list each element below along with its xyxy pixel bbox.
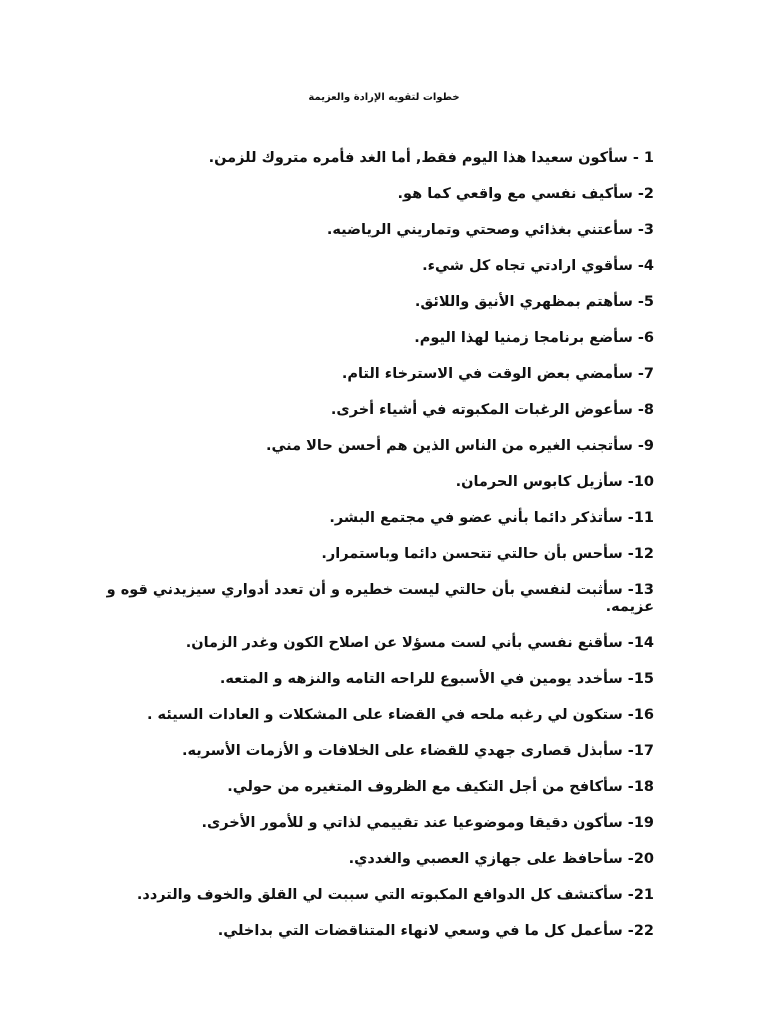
list-item: 15- سأخدد يومين في الأسبوع للراحه التامه والنزهه و المتعه. — [219, 671, 654, 687]
document-title: خطوات لتقويه الإرادة والعزيمة — [308, 92, 460, 103]
list-item: 13- سأثبت لنفسي بأن حالتي ليست خطيره و أن تعدد أدواري سيزيدني قوه و عزيمه. — [106, 582, 654, 615]
list-item: 1 - سأكون سعيدا هذا اليوم فقط, أما الغد فأمره متروك للزمن. — [208, 150, 654, 166]
list-item: 18- سأكافح من أجل التكيف مع الظروف المتغيره من حولي. — [227, 779, 654, 795]
list-item: 11- سأتذكر دائما بأني عضو في مجتمع البشر. — [329, 510, 654, 526]
list-item: 2- سأكيف نفسي مع واقعي كما هو. — [397, 186, 654, 202]
list-item: 10- سأزيل كابوس الحرمان. — [455, 474, 654, 490]
list-item: 17- سأبذل قصارى جهدي للقضاء على الخلافات و الأزمات الأسريه. — [181, 743, 654, 759]
list-item: 16- ستكون لي رغبه ملحه في القضاء على المشكلات و العادات السيئه . — [147, 707, 654, 723]
list-item: 14- سأقنع نفسي بأني لست مسؤلا عن اصلاح الكون وغدر الزمان. — [185, 635, 654, 651]
list-item: 12- سأحس بأن حالتي تتحسن دائما وباستمرار. — [321, 546, 654, 562]
list-item: 22- سأعمل كل ما في وسعي لانهاء المتناقضات التي بداخلي. — [217, 923, 654, 939]
list-item: 19- سأكون دقيقا وموضوعيا عند تقييمي لذاتي و للأمور الأخرى. — [201, 815, 654, 831]
list-item: 3- سأعتني بغذائي وصحتي وتماريني الرياضيه. — [326, 222, 654, 238]
list-item: 7- سأمضي بعض الوقت في الاسترخاء التام. — [341, 366, 654, 382]
steps-list — [100, 150, 654, 959]
list-item: 8- سأعوض الرغبات المكبوته في أشياء أخرى. — [330, 402, 654, 418]
list-item: 9- سأتجنب الغيره من الناس الذين هم أحسن حالا مني. — [265, 438, 654, 454]
list-item: 20- سأحافظ على جهازي العصبي والغددي. — [348, 851, 654, 867]
list-item: 4- سأقوي ارادتي تجاه كل شيء. — [422, 258, 654, 274]
list-item: 6- سأضع برنامجا زمنيا لهذا اليوم. — [414, 330, 654, 346]
list-item: 21- سأكتشف كل الدوافع المكبوته التي سببت لي القلق والخوف والتردد. — [136, 887, 654, 903]
list-item: 5- سأهتم بمظهري الأنيق واللائق. — [414, 294, 654, 310]
